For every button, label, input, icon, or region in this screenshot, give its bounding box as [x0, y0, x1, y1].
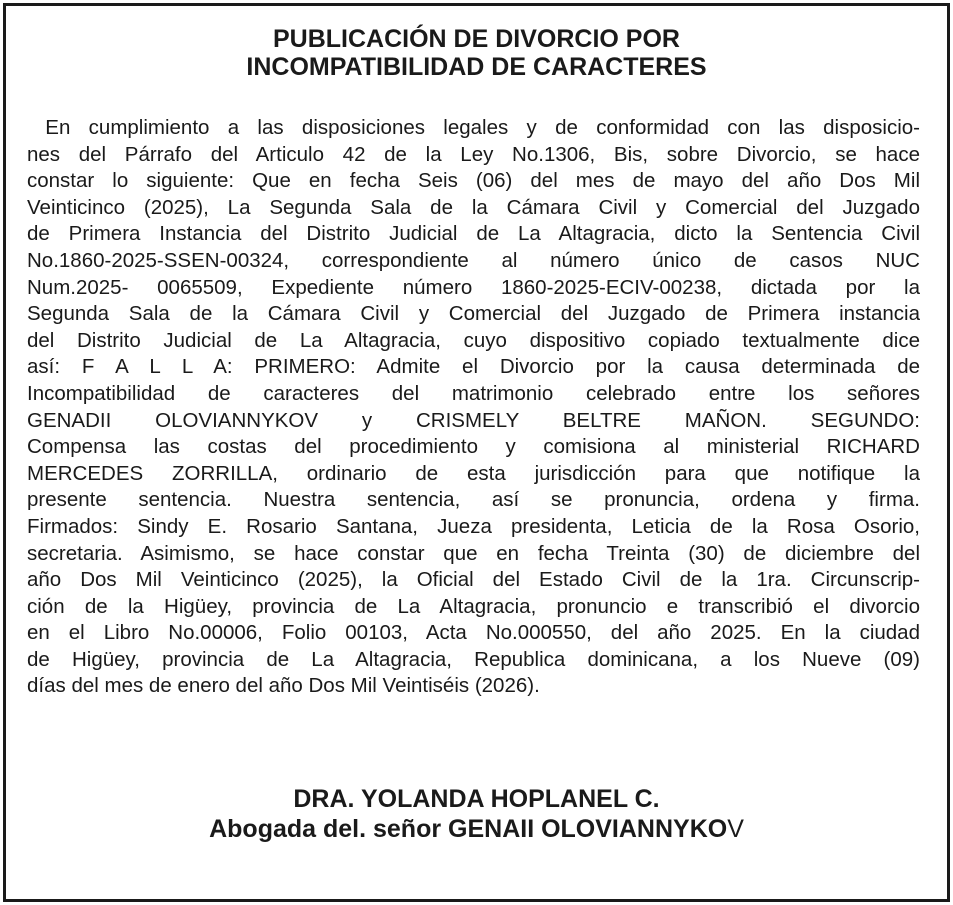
- title-line-1: PUBLICACIÓN DE DIVORCIO POR: [273, 25, 680, 53]
- body-line: GENADII OLOVIANNYKOV y CRISMELY BELTRE MAÑON. SEGUNDO:: [27, 408, 920, 432]
- body-line: En cumplimiento a las disposiciones legales y de conformidad con las disposicio-: [27, 116, 920, 139]
- body-line: Segunda Sala de la Cámara Civil y Comercial del Juzgado de Primera instancia: [27, 302, 920, 326]
- signer-role: [6, 814, 947, 844]
- body-line: Incompatibilidad de caracteres del matrimonio celebrado entre los señores: [27, 381, 920, 405]
- signature-block: [6, 784, 947, 844]
- body-line: del Distrito Judicial de La Altagracia, cuyo dispositivo copiado textualmente dice: [27, 328, 920, 352]
- title-line-2: INCOMPATIBILIDAD DE CARACTERES: [246, 53, 707, 81]
- notice-frame: [3, 3, 950, 902]
- body-line: en el Libro No.00006, Folio 00103, Acta No.000550, del año 2025. En la ciudad: [27, 621, 920, 645]
- body-line: de Higüey, provincia de La Altagracia, Republica dominicana, a los Nueve (09): [27, 647, 920, 671]
- body-line: así: F A L L A: PRIMERO: Admite el Divorcio por la causa determinada de: [27, 355, 920, 379]
- body-line: constar lo siguiente: Que en fecha Seis (06) del mes de mayo del año Dos Mil: [27, 169, 920, 193]
- signer-role-text: Abogada del. señor GENAII OLOVIANNYKO: [209, 815, 728, 843]
- body-line: MERCEDES ZORRILLA, ordinario de esta jurisdicción para que notifique la: [27, 461, 920, 485]
- notice-body: [27, 115, 920, 700]
- body-line: nes del Párrafo del Articulo 42 de la Ley No.1306, Bis, sobre Divorcio, se hace: [27, 142, 920, 166]
- body-line: No.1860-2025-SSEN-00324, correspondiente al número único de casos NUC: [27, 248, 920, 272]
- signer-name: DRA. YOLANDA HOPLANEL C.: [293, 785, 660, 813]
- body-line: Num.2025- 0065509, Expediente número 1860-2025-ECIV-00238, dictada por la: [27, 275, 920, 299]
- body-line: Firmados: Sindy E. Rosario Santana, Jueza presidenta, Leticia de la Rosa Osorio,: [27, 514, 920, 538]
- body-line: año Dos Mil Veinticinco (2025), la Oficial del Estado Civil de la 1ra. Circunscrip-: [27, 568, 920, 592]
- body-line: ción de la Higüey, provincia de La Altagracia, pronuncio e transcribió el divorcio: [27, 594, 920, 618]
- body-line-last: días del mes de enero del año Dos Mil Veintiséis (2026).: [27, 674, 540, 698]
- body-line: presente sentencia. Nuestra sentencia, así se pronuncia, ordena y firma.: [27, 488, 920, 512]
- body-line: secretaria. Asimismo, se hace constar que en fecha Treinta (30) de diciembre del: [27, 541, 920, 565]
- signer-role-tail: V: [727, 815, 744, 843]
- body-line: Veinticinco (2025), La Segunda Sala de la Cámara Civil y Comercial del Juzgado: [27, 195, 920, 219]
- body-line: Compensa las costas del procedimiento y comisiona al ministerial RICHARD: [27, 435, 920, 459]
- notice-title: [6, 25, 947, 81]
- body-line: de Primera Instancia del Distrito Judicial de La Altagracia, dicto la Sentencia Civil: [27, 222, 920, 246]
